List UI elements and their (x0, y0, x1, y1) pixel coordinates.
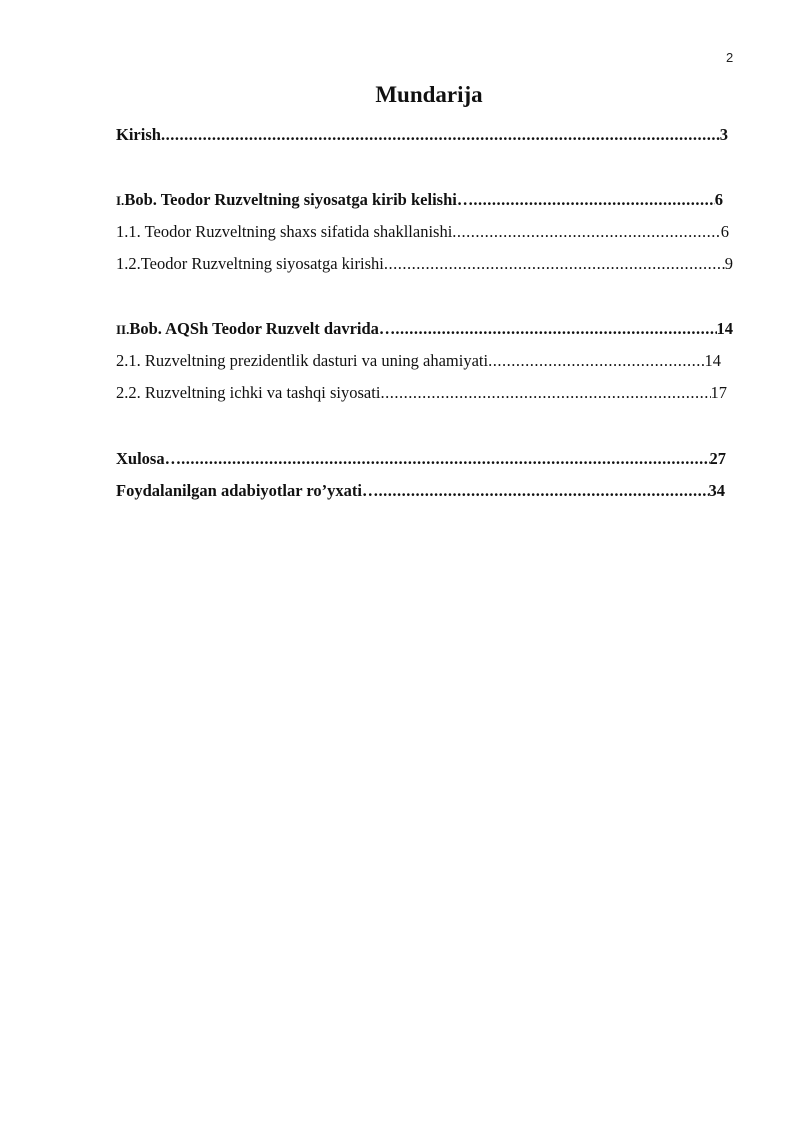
toc-entry-label: 2.1. Ruzveltning prezidentlik dasturi va uning ahamiyati (116, 351, 489, 370)
toc-entry-section-2-1[interactable] (116, 351, 721, 371)
dot-leader (379, 481, 709, 501)
toc-entry-label: Kirish (116, 125, 161, 144)
toc-entry-label: Xulosa… (116, 449, 182, 468)
chapter-numeral: I. (116, 193, 125, 208)
toc-entry-label: 1.2.Teodor Ruzveltning siyosatga kirishi (116, 254, 384, 273)
toc-entry-adabiyotlar[interactable] (116, 481, 725, 501)
dot-leader (452, 222, 720, 242)
toc-entry-label: 2.2. Ruzveltning ichki va tashqi siyosati (116, 383, 381, 402)
dot-leader (161, 125, 720, 145)
toc-entry-label: 1.1. Teodor Ruzveltning shaxs sifatida shakllanishi (116, 222, 453, 241)
toc-page-number: 27 (709, 449, 726, 468)
toc-page-number: 14 (716, 319, 733, 338)
toc-page-number: 14 (704, 351, 721, 370)
toc-entry-label (116, 319, 395, 340)
toc-page-number: 6 (714, 190, 723, 209)
page-number: 2 (726, 50, 734, 65)
toc-page-number: 3 (719, 125, 728, 144)
chapter-numeral: II. (116, 322, 130, 337)
toc-page-number: 9 (724, 254, 733, 273)
toc-entry-label: Foydalanilgan adabiyotlar ro’yxati… (116, 481, 379, 500)
dot-leader (395, 319, 716, 339)
chapter-title: Bob. AQSh Teodor Ruzvelt davrida… (129, 319, 396, 338)
toc-entry-kirish[interactable] (116, 125, 728, 145)
dot-leader (473, 190, 714, 210)
toc-page-number: 6 (720, 222, 729, 241)
toc-entry-chapter-2[interactable] (116, 319, 733, 340)
toc-page-number: 34 (708, 481, 725, 500)
dot-leader (181, 449, 709, 469)
toc-entry-section-1-2[interactable] (116, 254, 733, 274)
dot-leader (384, 254, 725, 274)
toc-title: Mundarija (375, 82, 483, 107)
toc-entry-chapter-1[interactable] (116, 190, 723, 211)
dot-leader (488, 351, 704, 371)
toc-page-number: 17 (710, 383, 727, 402)
toc-entry-xulosa[interactable] (116, 449, 726, 469)
toc-entry-section-2-2[interactable] (116, 383, 727, 403)
toc-entry-section-1-1[interactable] (116, 222, 729, 242)
chapter-title: Bob. Teodor Ruzveltning siyosatga kirib kelishi… (124, 190, 474, 209)
toc-entry-label (116, 190, 473, 211)
dot-leader (380, 383, 710, 403)
